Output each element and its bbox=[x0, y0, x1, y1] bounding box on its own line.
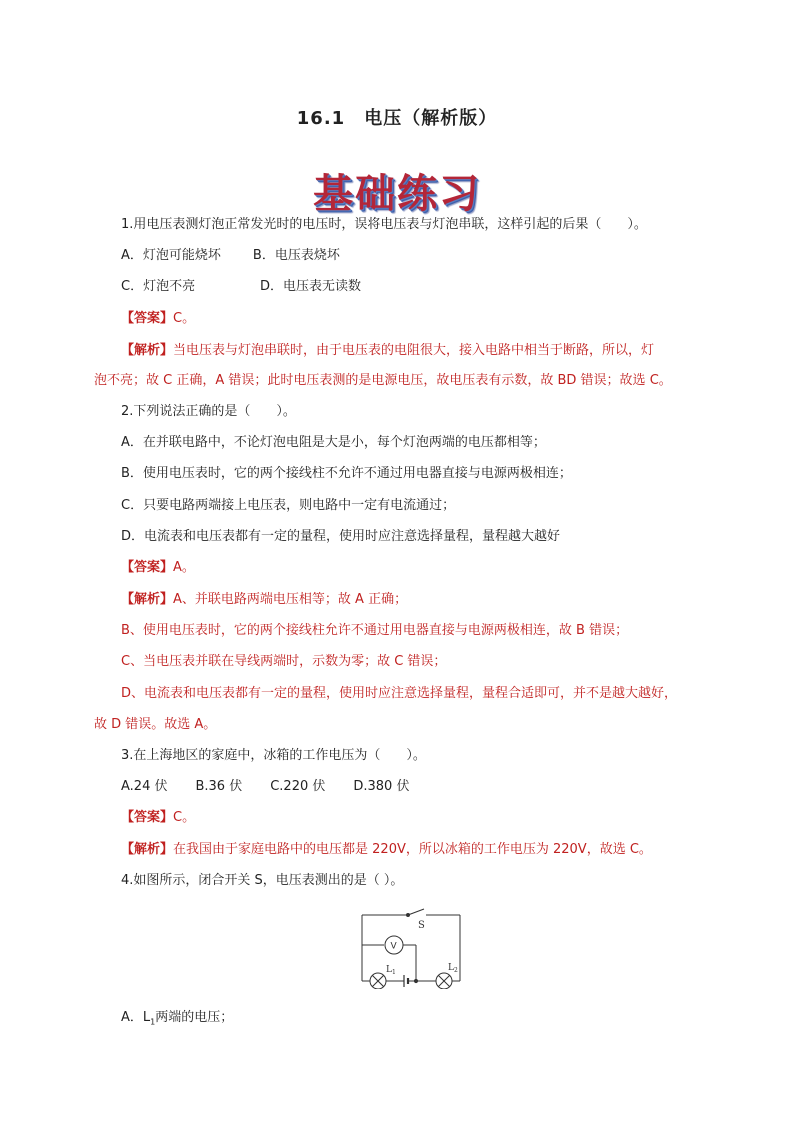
q3-option-c: C.220 伏 bbox=[270, 779, 326, 794]
q2-option-a: A．在并联电路中，不论灯泡电阻是大是小，每个灯泡两端的电压都相等； bbox=[121, 435, 546, 450]
q4-option-a bbox=[121, 1010, 233, 1031]
q3-option-b: B.36 伏 bbox=[195, 779, 243, 794]
answer-value: C。 bbox=[173, 311, 196, 326]
analysis-tag: 【解析】 bbox=[121, 343, 174, 358]
q4-option-a-subscript: 1 bbox=[150, 1017, 156, 1027]
q1-options-row-1 bbox=[121, 248, 340, 264]
q3-options bbox=[121, 779, 409, 795]
lamp1-subscript: 1 bbox=[391, 969, 396, 976]
answer-value: C。 bbox=[173, 810, 196, 825]
q1-option-c: C．灯泡不亮 bbox=[121, 279, 196, 294]
q4-option-a-rest: 两端的电压； bbox=[155, 1010, 234, 1025]
analysis-tag: 【解析】 bbox=[121, 842, 174, 857]
analysis-text: 在我国由于家庭电路中的电压都是 220V，所以冰箱的工作电压为 220V，故选 C。 bbox=[173, 842, 652, 857]
q2-analysis-line-4: D、电流表和电压表都有一定的量程，使用时应注意选择量程，量程合适即可，并不是越大越好， bbox=[121, 686, 678, 701]
q2-analysis-line-2: B、使用电压表时，它的两个接线柱允许不通过用电器直接与电源两极相连，故 B 错误； bbox=[121, 623, 629, 638]
q1-option-b: B．电压表烧坏 bbox=[252, 248, 340, 263]
q4-option-a-prefix: A．L bbox=[121, 1010, 151, 1025]
q3-stem: 3.在上海地区的家庭中，冰箱的工作电压为（ ）。 bbox=[121, 748, 426, 763]
q2-answer bbox=[121, 560, 195, 576]
lamp2-subscript: 2 bbox=[453, 967, 458, 974]
q2-option-d: D．电流表和电压表都有一定的量程，使用时应注意选择量程，量程越大越好 bbox=[121, 529, 561, 544]
switch-blade bbox=[408, 909, 424, 915]
page-title: 16.1 电压（解析版） bbox=[296, 108, 498, 129]
lamp1-letter: L bbox=[386, 965, 392, 975]
q1-analysis-line-2: 泡不亮；故 C 正确，A 错误；此时电压表测的是电源电压，故电压表有示数，故 BD 错误；故选 C。 bbox=[94, 373, 672, 388]
q3-answer bbox=[121, 810, 195, 826]
q1-option-a: A．灯泡可能烧坏 bbox=[121, 248, 221, 263]
q3-option-a: A.24 伏 bbox=[121, 779, 168, 794]
lamp2-letter: L bbox=[448, 963, 454, 973]
q1-answer bbox=[121, 311, 195, 327]
q1-analysis-line-1 bbox=[121, 343, 654, 359]
q2-analysis-line-5: 故 D 错误。故选 A。 bbox=[94, 717, 217, 732]
q1-option-d: D．电压表无读数 bbox=[260, 279, 362, 294]
answer-tag: 【答案】 bbox=[121, 560, 174, 575]
answer-value: A。 bbox=[173, 560, 195, 575]
switch-label: S bbox=[418, 920, 425, 931]
analysis-text: 当电压表与灯泡串联时，由于电压表的电阻很大，接入电路中相当于断路，所以，灯 bbox=[173, 343, 655, 358]
lamp1-label bbox=[386, 965, 396, 976]
answer-tag: 【答案】 bbox=[121, 311, 174, 326]
q1-stem: 1.用电压表测灯泡正常发光时的电压时，误将电压表与灯泡串联，这样引起的后果（ ）。 bbox=[121, 217, 647, 232]
circuit-diagram bbox=[356, 907, 466, 989]
lamp2-label bbox=[448, 963, 458, 974]
q2-analysis-line-1 bbox=[121, 592, 407, 608]
q2-option-b: B．使用电压表时，它的两个接线柱不允许不通过用电器直接与电源两极相连； bbox=[121, 466, 572, 481]
q2-analysis-line-3: C、当电压表并联在导线两端时，示数为零；故 C 错误； bbox=[121, 654, 447, 669]
answer-tag: 【答案】 bbox=[121, 810, 174, 825]
analysis-tag: 【解析】 bbox=[121, 592, 174, 607]
q1-options-row-2 bbox=[121, 279, 361, 295]
q2-option-c: C．只要电路两端接上电压表，则电路中一定有电流通过； bbox=[121, 498, 456, 513]
voltmeter-label: V bbox=[390, 941, 397, 952]
q4-stem: 4.如图所示，闭合开关 S，电压表测出的是（ ）。 bbox=[121, 873, 404, 888]
section-banner: 基础练习 bbox=[313, 170, 481, 217]
q3-option-d: D.380 伏 bbox=[353, 779, 410, 794]
q3-analysis bbox=[121, 842, 652, 858]
analysis-text: A、并联电路两端电压相等；故 A 正确； bbox=[173, 592, 408, 607]
q2-stem: 2.下列说法正确的是（ ）。 bbox=[121, 404, 296, 419]
